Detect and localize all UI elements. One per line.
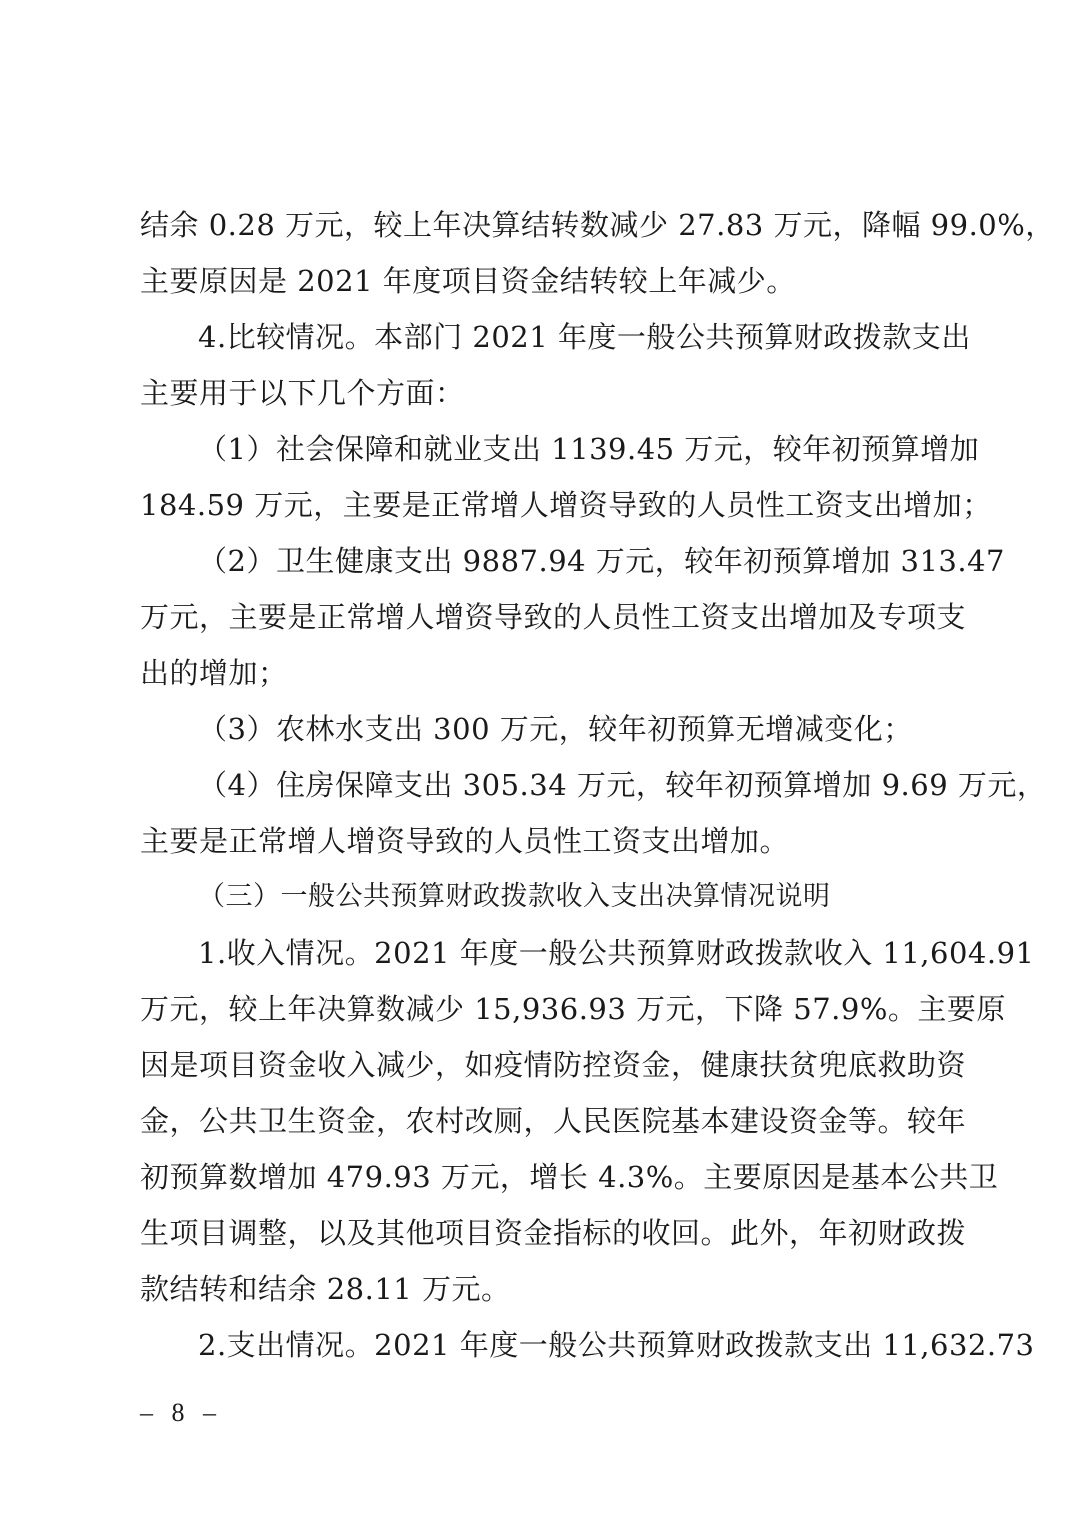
text-line: 万元，主要是正常增人增资导致的人员性工资支出增加及专项支 [140, 600, 967, 634]
text-line: 款结转和结余 28.11 万元。 [140, 1272, 511, 1306]
text-line: 主要是正常增人增资导致的人员性工资支出增加。 [140, 824, 790, 858]
text-line: 184.59 万元，主要是正常增人增资导致的人员性工资支出增加； [140, 488, 992, 522]
text-line: 生项目调整，以及其他项目资金指标的收回。此外，年初财政拨 [140, 1216, 967, 1250]
text-line: 4.比较情况。本部门 2021 年度一般公共预算财政拨款支出 [198, 320, 971, 354]
text-line: （1）社会保障和就业支出 1139.45 万元，较年初预算增加 [198, 432, 980, 466]
text-line: 主要原因是 2021 年度项目资金结转较上年减少。 [140, 264, 796, 298]
text-line: 因是项目资金收入减少，如疫情防控资金，健康扶贫兜底救助资 [140, 1048, 967, 1082]
text-line: 1.收入情况。2021 年度一般公共预算财政拨款收入 11,604.91 [198, 936, 1035, 970]
text-line: 2.支出情况。2021 年度一般公共预算财政拨款支出 11,632.73 [198, 1328, 1035, 1362]
page-number: – 8 – [140, 1398, 222, 1427]
text-line: 万元，较上年决算数减少 15,936.93 万元，下降 57.9%。主要原 [140, 992, 1006, 1026]
text-line: 金，公共卫生资金，农村改厕，人民医院基本建设资金等。较年 [140, 1104, 967, 1138]
document-body [140, 197, 1055, 1373]
text-line: 结余 0.28 万元，较上年决算结转数减少 27.83 万元，降幅 99.0%， [140, 208, 1055, 242]
text-line: （4）住房保障支出 305.34 万元，较年初预算增加 9.69 万元， [198, 768, 1047, 802]
text-line: （2）卫生健康支出 9887.94 万元，较年初预算增加 313.47 [198, 544, 1006, 578]
section-heading: （三）一般公共预算财政拨款收入支出决算情况说明 [198, 881, 831, 912]
text-line: 主要用于以下几个方面： [140, 376, 465, 410]
text-line: 出的增加； [140, 656, 288, 690]
text-line: （3）农林水支出 300 万元，较年初预算无增减变化； [198, 712, 913, 746]
text-line: 初预算数增加 479.93 万元，增长 4.3%。主要原因是基本公共卫 [140, 1160, 999, 1194]
